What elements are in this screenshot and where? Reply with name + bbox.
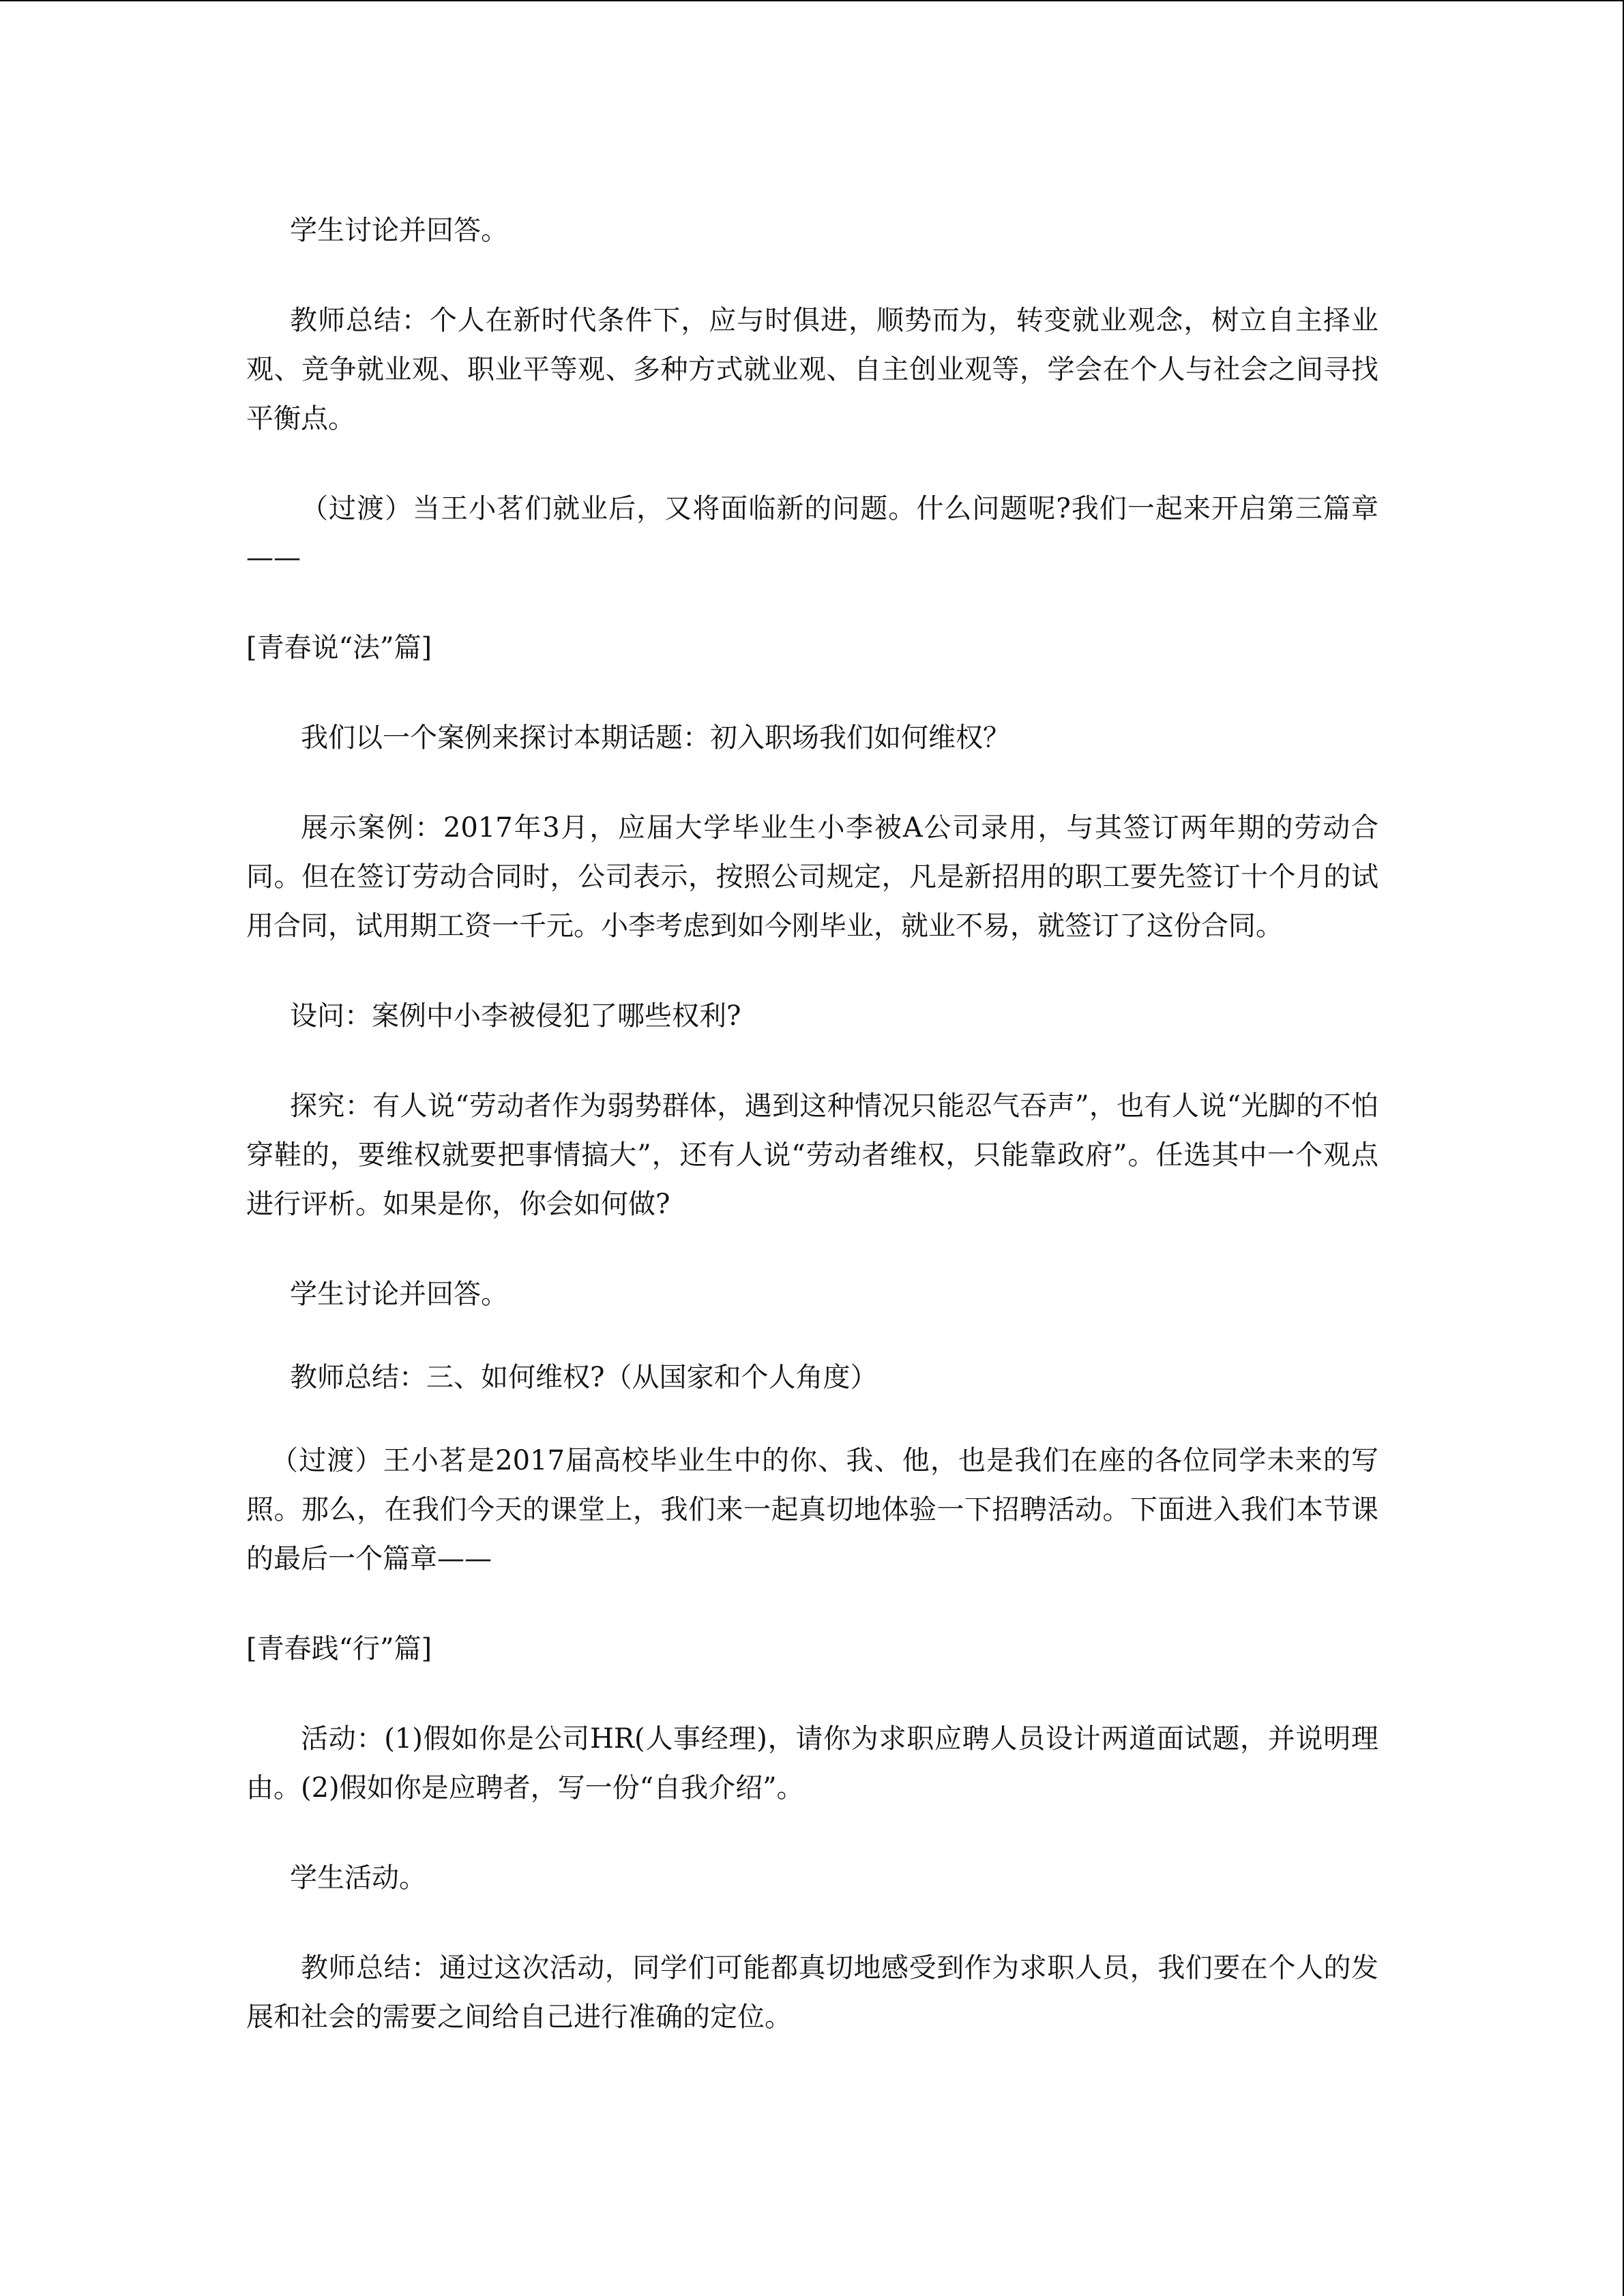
paragraph-student-activity: 学生活动。 [290,1862,426,1894]
paragraph-transition-1: （过渡）当王小茗们就业后，又将面临新的问题。什么问题呢?我们一起来开启第三篇章—— [246,493,1378,573]
paragraph-activity: 活动：(1)假如你是公司HR(人事经理)，请你为求职应聘人员设计两道面试题，并说明理由。(2)假如你是应聘者，写一份“自我介绍”。 [246,1723,1378,1804]
paragraph-student-discussion-2: 学生讨论并回答。 [290,1279,508,1310]
paragraph-student-discussion-1: 学生讨论并回答。 [290,215,508,246]
paragraph-inquiry: 探究：有人说“劳动者作为弱势群体，遇到这种情况只能忍气吞声”，也有人说“光脚的不怕穿鞋的，要维权就要把事情搞大”，还有人说“劳动者维权，只能靠政府”。任选其中一个观点进行评析。如果是你，你会如何做? [246,1090,1378,1220]
document-body [246,206,1378,2042]
paragraph-teacher-summary-1: 教师总结：个人在新时代条件下，应与时俱进，顺势而为，转变就业观念，树立自主择业观、竞争就业观、职业平等观、多种方式就业观、自主创业观等，学会在个人与社会之间寻找平衡点。 [246,305,1378,434]
paragraph-case-display: 展示案例：2017年3月，应届大学毕业生小李被A公司录用，与其签订两年期的劳动合同。但在签订劳动合同时，公司表示，按照公司规定，凡是新招用的职工要先签订十个月的试用合同，试用期工资一千元。小李考虑到如今刚毕业，就业不易，就签订了这份合同。 [246,812,1378,942]
section-heading-action: [青春践“行”篇] [246,1633,432,1665]
section-heading-law: [青春说“法”篇] [246,632,432,664]
paragraph-question: 设问：案例中小李被侵犯了哪些权利? [290,1000,741,1032]
paragraph-teacher-summary-3: 教师总结：通过这次活动，同学们可能都真切地感受到作为求职人员，我们要在个人的发展和社会的需要之间给自己进行准确的定位。 [246,1952,1378,2033]
paragraph-teacher-summary-2: 教师总结：三、如何维权?（从国家和个人角度） [290,1362,878,1393]
paragraph-transition-2: （过渡）王小茗是2017届高校毕业生中的你、我、他，也是我们在座的各位同学未来的写照。那么，在我们今天的课堂上，我们来一起真切地体验一下招聘活动。下面进入我们本节课的最后一个篇章—— [246,1445,1378,1575]
paragraph-case-intro: 我们以一个案例来探讨本期话题：初入职场我们如何维权？ [301,722,1010,754]
